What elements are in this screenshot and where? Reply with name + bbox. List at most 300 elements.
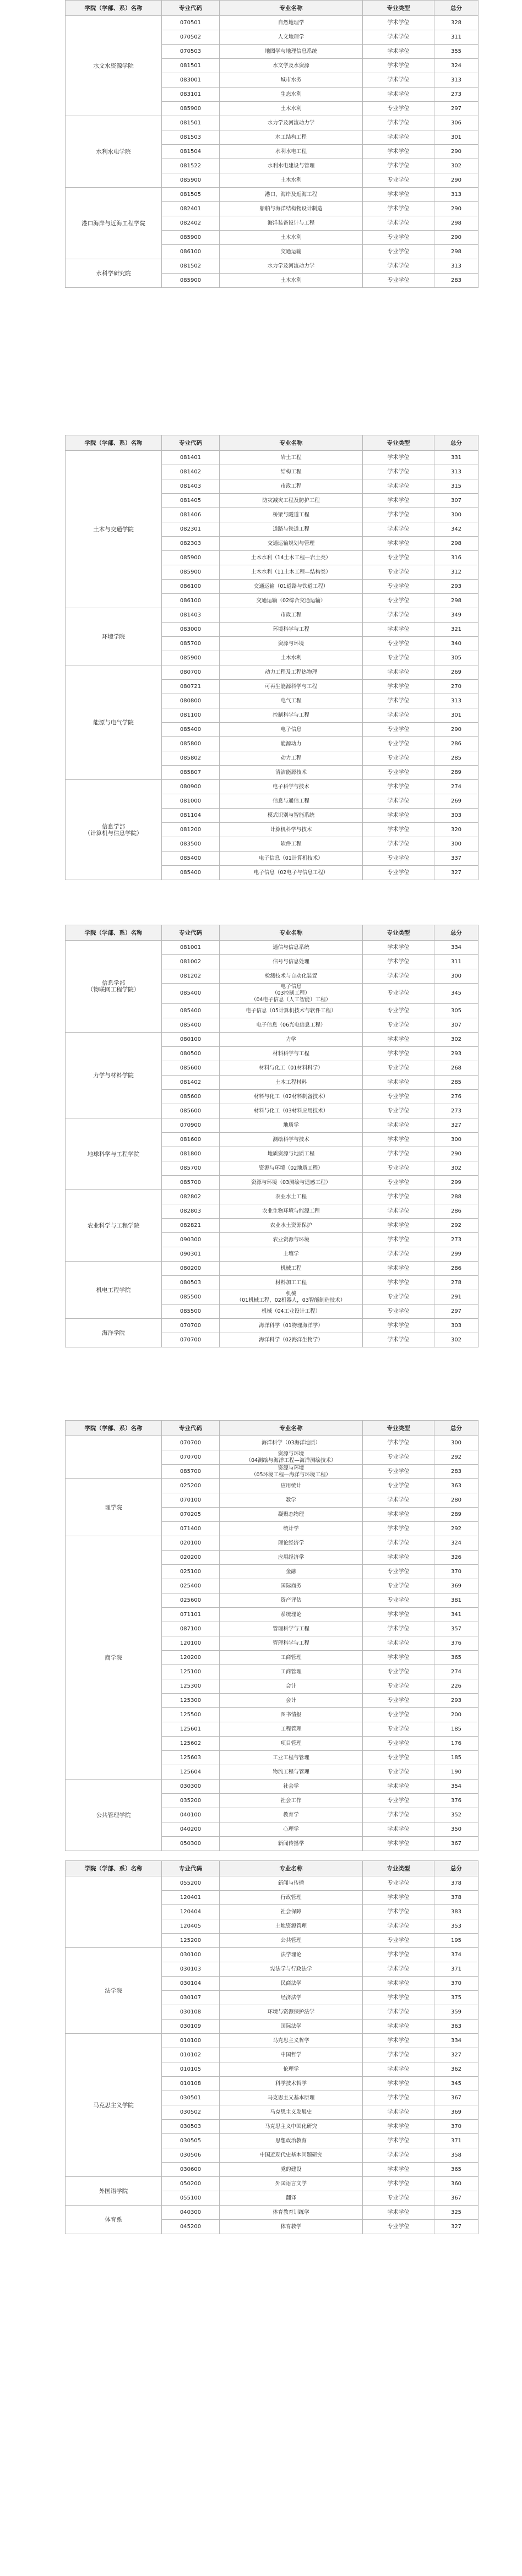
degree-type: 学术学位 [363, 1536, 434, 1551]
school-name: 土木与交通学院 [66, 451, 162, 608]
column-header: 学院（学部、系）名称 [66, 925, 162, 941]
total-score: 274 [434, 1665, 479, 1679]
major-name: 应用统计 [220, 1479, 363, 1493]
degree-type: 专业学位 [363, 565, 434, 580]
degree-type: 学术学位 [363, 2206, 434, 2220]
major-code: 081401 [162, 451, 220, 465]
major-code: 083000 [162, 623, 220, 637]
major-code: 085807 [162, 766, 220, 780]
major-name: 数学 [220, 1493, 363, 1508]
total-score: 293 [434, 580, 479, 594]
major-code: 081800 [162, 1147, 220, 1161]
major-name: 材料与化工（01材料科学） [220, 1061, 363, 1076]
degree-type: 学术学位 [363, 522, 434, 537]
major-name: 市政工程 [220, 479, 363, 494]
major-name: 法学理论 [220, 1948, 363, 1962]
table-row [66, 188, 479, 202]
degree-type: 学术学位 [363, 1991, 434, 2005]
major-name: 马克思主义基本原理 [220, 2091, 363, 2105]
total-score: 367 [434, 1837, 479, 1851]
total-score: 307 [434, 494, 479, 508]
major-name: 可再生能源科学与工程 [220, 680, 363, 694]
major-name: 水力学及河流动力学 [220, 259, 363, 274]
major-code: 071400 [162, 1522, 220, 1536]
major-code: 085600 [162, 1061, 220, 1076]
major-name: 国际法学 [220, 2020, 363, 2034]
major-code: 070700 [162, 1450, 220, 1465]
degree-type: 学术学位 [363, 59, 434, 73]
major-name: 管理科学与工程 [220, 1636, 363, 1651]
degree-type: 学术学位 [363, 1262, 434, 1276]
column-header: 学院（学部、系）名称 [66, 435, 162, 451]
total-score: 270 [434, 680, 479, 694]
degree-type: 学术学位 [363, 2091, 434, 2105]
major-name: 经济法学 [220, 1991, 363, 2005]
degree-type: 专业学位 [363, 1104, 434, 1118]
degree-type: 学术学位 [363, 941, 434, 955]
table-row [66, 16, 479, 30]
degree-type: 学术学位 [363, 1147, 434, 1161]
degree-type: 学术学位 [363, 494, 434, 508]
total-score: 313 [434, 188, 479, 202]
total-score: 176 [434, 1737, 479, 1751]
total-score: 299 [434, 1176, 479, 1190]
header-row [66, 925, 479, 941]
major-code: 081001 [162, 941, 220, 955]
total-score: 283 [434, 274, 479, 288]
major-code: 080700 [162, 665, 220, 680]
total-score: 200 [434, 1708, 479, 1722]
major-code: 030501 [162, 2091, 220, 2105]
total-score: 369 [434, 2105, 479, 2120]
major-code: 081502 [162, 259, 220, 274]
degree-type: 学术学位 [363, 1919, 434, 1934]
degree-type: 学术学位 [363, 1276, 434, 1290]
major-code: 070100 [162, 1493, 220, 1508]
major-code: 070205 [162, 1508, 220, 1522]
major-name: 行政管理 [220, 1891, 363, 1905]
major-code: 025600 [162, 1593, 220, 1608]
major-name: 电子信息（01计算机技术） [220, 852, 363, 866]
major-code: 081000 [162, 794, 220, 809]
degree-type: 专业学位 [363, 1665, 434, 1679]
total-score: 362 [434, 2062, 479, 2077]
major-code: 085600 [162, 1090, 220, 1104]
major-name: 土木水利 [220, 274, 363, 288]
major-code: 070700 [162, 1319, 220, 1333]
major-code: 081501 [162, 116, 220, 130]
total-score: 302 [434, 1161, 479, 1176]
major-name: 农业资源与环境 [220, 1233, 363, 1247]
degree-type: 专业学位 [363, 1593, 434, 1608]
major-code: 081504 [162, 145, 220, 159]
total-score: 315 [434, 479, 479, 494]
school-name: 马克思主义学院 [66, 2034, 162, 2177]
major-code: 030502 [162, 2105, 220, 2120]
total-score: 325 [434, 2206, 479, 2220]
major-name: 土木工程材料 [220, 1076, 363, 1090]
total-score: 302 [434, 1333, 479, 1347]
major-code: 055100 [162, 2191, 220, 2206]
total-score: 285 [434, 1076, 479, 1090]
column-header: 专业类型 [363, 435, 434, 451]
total-score: 290 [434, 202, 479, 216]
major-name: 系统理论 [220, 1608, 363, 1622]
major-name: 地质学 [220, 1118, 363, 1133]
degree-type: 学术学位 [363, 2134, 434, 2148]
total-score: 311 [434, 955, 479, 969]
major-name: 项目管理 [220, 1737, 363, 1751]
major-code: 010105 [162, 2062, 220, 2077]
degree-type: 学术学位 [363, 1977, 434, 1991]
table-row [66, 116, 479, 130]
degree-type: 学术学位 [363, 1622, 434, 1636]
major-name: 马克思主义发展史 [220, 2105, 363, 2120]
major-name: 党的建设 [220, 2163, 363, 2177]
total-score: 269 [434, 665, 479, 680]
degree-type: 专业学位 [363, 2191, 434, 2206]
total-score: 381 [434, 1593, 479, 1608]
degree-type: 学术学位 [363, 1033, 434, 1047]
major-name: 体育教学 [220, 2220, 363, 2234]
column-header: 专业类型 [363, 925, 434, 941]
major-name: 社会保障 [220, 1905, 363, 1919]
total-score: 280 [434, 1493, 479, 1508]
major-name: 宪法学与行政法学 [220, 1962, 363, 1977]
major-code: 070900 [162, 1118, 220, 1133]
major-name: 马克思主义中国化研究 [220, 2120, 363, 2134]
degree-type: 学术学位 [363, 1190, 434, 1204]
score-table-section-4 [65, 1420, 479, 1851]
school-name: 水科学研究院 [66, 259, 162, 288]
total-score: 313 [434, 259, 479, 274]
major-code: 086100 [162, 594, 220, 608]
total-score: 298 [434, 594, 479, 608]
degree-type: 专业学位 [363, 723, 434, 737]
column-header: 总分 [434, 1861, 479, 1876]
major-code: 125500 [162, 1708, 220, 1722]
score-table [65, 435, 479, 880]
header-row [66, 1, 479, 16]
score-table [65, 0, 479, 288]
degree-type: 学术学位 [363, 2020, 434, 2034]
major-code: 070700 [162, 1436, 220, 1450]
total-score: 369 [434, 1579, 479, 1593]
table-row [66, 1319, 479, 1333]
total-score: 283 [434, 1465, 479, 1479]
degree-type: 学术学位 [363, 794, 434, 809]
major-code: 085700 [162, 1161, 220, 1176]
school-name: 海洋学院 [66, 1319, 162, 1347]
major-code: 030108 [162, 2005, 220, 2020]
total-score: 345 [434, 2077, 479, 2091]
total-score: 365 [434, 2163, 479, 2177]
total-score: 298 [434, 245, 479, 259]
total-score: 313 [434, 73, 479, 88]
total-score: 299 [434, 1247, 479, 1262]
major-name: 动力工程 [220, 751, 363, 766]
school-name: 力学与材料学院 [66, 1033, 162, 1118]
total-score: 360 [434, 2177, 479, 2191]
column-header: 总分 [434, 435, 479, 451]
major-code: 085400 [162, 723, 220, 737]
degree-type: 学术学位 [363, 202, 434, 216]
total-score: 374 [434, 1948, 479, 1962]
major-code: 083001 [162, 73, 220, 88]
degree-type: 学术学位 [363, 116, 434, 130]
table-row [66, 665, 479, 680]
major-name: 农业水土资源保护 [220, 1219, 363, 1233]
degree-type: 学术学位 [363, 1436, 434, 1450]
total-score: 273 [434, 1233, 479, 1247]
major-name: 海洋科学（01物理海洋学） [220, 1319, 363, 1333]
degree-type: 学术学位 [363, 1837, 434, 1851]
total-score: 290 [434, 231, 479, 245]
column-header: 专业名称 [220, 925, 363, 941]
degree-type: 学术学位 [363, 73, 434, 88]
degree-type: 学术学位 [363, 2077, 434, 2091]
degree-type: 学术学位 [363, 1493, 434, 1508]
major-name: 检测技术与自动化装置 [220, 969, 363, 984]
major-name: 港口、海岸及近海工程 [220, 188, 363, 202]
school-name: 外国语学院 [66, 2177, 162, 2206]
major-name: 会计 [220, 1694, 363, 1708]
degree-type: 专业学位 [363, 766, 434, 780]
major-code: 070503 [162, 45, 220, 59]
major-code: 085400 [162, 1018, 220, 1033]
total-score: 324 [434, 59, 479, 73]
total-score: 268 [434, 1061, 479, 1076]
table-row [66, 1780, 479, 1794]
major-name: 农业生物环境与能源工程 [220, 1204, 363, 1219]
major-code: 082303 [162, 537, 220, 551]
major-code: 080800 [162, 694, 220, 708]
major-name: 社会学 [220, 1780, 363, 1794]
degree-type: 学术学位 [363, 1219, 434, 1233]
major-code: 085700 [162, 1176, 220, 1190]
total-score: 276 [434, 1090, 479, 1104]
header-row [66, 1861, 479, 1876]
total-score: 285 [434, 751, 479, 766]
total-score: 190 [434, 1765, 479, 1780]
column-header: 专业名称 [220, 435, 363, 451]
degree-type: 学术学位 [363, 809, 434, 823]
table-row [66, 259, 479, 274]
major-name: 伦理学 [220, 2062, 363, 2077]
school-name: 水文水资源学院 [66, 16, 162, 116]
degree-type: 学术学位 [363, 1522, 434, 1536]
major-code: 085400 [162, 852, 220, 866]
column-header: 专业代码 [162, 1861, 220, 1876]
total-score: 365 [434, 1651, 479, 1665]
degree-type: 专业学位 [363, 1450, 434, 1465]
degree-type: 专业学位 [363, 984, 434, 1004]
degree-type: 学术学位 [363, 216, 434, 231]
degree-type: 学术学位 [363, 837, 434, 852]
school-name: 理学院 [66, 1479, 162, 1536]
major-code: 082301 [162, 522, 220, 537]
major-code: 081104 [162, 809, 220, 823]
degree-type: 专业学位 [363, 1176, 434, 1190]
column-header: 总分 [434, 1421, 479, 1436]
major-code: 030300 [162, 1780, 220, 1794]
major-code: 085900 [162, 551, 220, 565]
major-name: 新闻传播学 [220, 1837, 363, 1851]
major-name: 资源与环境（03测绘与遥感工程） [220, 1176, 363, 1190]
major-name: 水文学及水资源 [220, 59, 363, 73]
major-code: 085802 [162, 751, 220, 766]
column-header: 专业类型 [363, 1421, 434, 1436]
major-name: 电子信息（06光电信息工程） [220, 1018, 363, 1033]
major-code: 025400 [162, 1579, 220, 1593]
degree-type: 学术学位 [363, 823, 434, 837]
major-code: 025200 [162, 1479, 220, 1493]
major-code: 085800 [162, 737, 220, 751]
total-score: 312 [434, 565, 479, 580]
degree-type: 专业学位 [363, 1694, 434, 1708]
degree-type: 专业学位 [363, 737, 434, 751]
major-name: 船舶与海洋结构物设计制造 [220, 202, 363, 216]
total-score: 367 [434, 2191, 479, 2206]
degree-type: 学术学位 [363, 1822, 434, 1837]
total-score: 334 [434, 941, 479, 955]
total-score: 286 [434, 1204, 479, 1219]
degree-type: 学术学位 [363, 1780, 434, 1794]
degree-type: 专业学位 [363, 637, 434, 651]
major-name: 应用经济学 [220, 1551, 363, 1565]
school-name: 法学院 [66, 1948, 162, 2034]
degree-type: 专业学位 [363, 852, 434, 866]
table-row [66, 451, 479, 465]
major-name: 生态水利 [220, 88, 363, 102]
total-score: 306 [434, 116, 479, 130]
major-name: 资源与环境 （05环境工程—海洋与环境工程） [220, 1465, 363, 1479]
total-score: 355 [434, 45, 479, 59]
degree-type: 专业学位 [363, 1004, 434, 1018]
degree-type: 专业学位 [363, 866, 434, 880]
major-code: 125200 [162, 1934, 220, 1948]
major-name: 金融 [220, 1565, 363, 1579]
table-row [66, 1118, 479, 1133]
total-score: 376 [434, 1794, 479, 1808]
total-score: 273 [434, 1104, 479, 1118]
major-name: 地图学与地理信息系统 [220, 45, 363, 59]
degree-type: 学术学位 [363, 145, 434, 159]
degree-type: 学术学位 [363, 2148, 434, 2163]
major-code: 081405 [162, 494, 220, 508]
major-code: 085400 [162, 984, 220, 1004]
major-name: 新闻与传播 [220, 1876, 363, 1891]
column-header: 学院（学部、系）名称 [66, 1, 162, 16]
degree-type: 学术学位 [363, 1948, 434, 1962]
major-name: 中国哲学 [220, 2048, 363, 2062]
major-code: 085400 [162, 866, 220, 880]
major-name: 土木水利 [220, 102, 363, 116]
degree-type: 专业学位 [363, 1794, 434, 1808]
school-name: 环境学院 [66, 608, 162, 665]
major-code: 120100 [162, 1636, 220, 1651]
total-score: 350 [434, 1822, 479, 1837]
major-name: 材料与化工（03材料应用技术） [220, 1104, 363, 1118]
total-score: 302 [434, 1033, 479, 1047]
major-code: 080100 [162, 1033, 220, 1047]
degree-type: 学术学位 [363, 508, 434, 522]
major-code: 085900 [162, 274, 220, 288]
score-table [65, 1420, 479, 1851]
degree-type: 专业学位 [363, 1934, 434, 1948]
degree-type: 专业学位 [363, 1305, 434, 1319]
major-code: 025100 [162, 1565, 220, 1579]
major-code: 085600 [162, 1104, 220, 1118]
major-name: 防灾减灾工程及防护工程 [220, 494, 363, 508]
major-code: 070502 [162, 30, 220, 45]
major-name: 自然地理学 [220, 16, 363, 30]
major-name: 电子科学与技术 [220, 780, 363, 794]
major-code: 085400 [162, 1004, 220, 1018]
total-score: 185 [434, 1722, 479, 1737]
major-code: 030505 [162, 2134, 220, 2148]
degree-type: 学术学位 [363, 2048, 434, 2062]
total-score: 371 [434, 2134, 479, 2148]
degree-type: 学术学位 [363, 694, 434, 708]
degree-type: 专业学位 [363, 1061, 434, 1076]
total-score: 195 [434, 1934, 479, 1948]
degree-type: 学术学位 [363, 2034, 434, 2048]
major-code: 080503 [162, 1276, 220, 1290]
score-table [65, 925, 479, 1347]
column-header: 专业代码 [162, 1, 220, 16]
degree-type: 专业学位 [363, 1765, 434, 1780]
major-code: 081200 [162, 823, 220, 837]
major-name: 资源与环境 （04测绘与海洋工程—海洋测绘技术） [220, 1450, 363, 1465]
degree-type: 学术学位 [363, 259, 434, 274]
major-name: 农业水土工程 [220, 1190, 363, 1204]
total-score: 353 [434, 1919, 479, 1934]
degree-type: 学术学位 [363, 1905, 434, 1919]
major-name: 图书情报 [220, 1708, 363, 1722]
major-name: 动力工程及工程热物理 [220, 665, 363, 680]
major-code: 125601 [162, 1722, 220, 1737]
school-name [66, 1876, 162, 1948]
degree-type: 专业学位 [363, 245, 434, 259]
total-score: 303 [434, 809, 479, 823]
major-code: 085500 [162, 1305, 220, 1319]
degree-type: 专业学位 [363, 102, 434, 116]
major-name: 土木水利（11土木工程—结构类） [220, 565, 363, 580]
column-header: 专业名称 [220, 1421, 363, 1436]
degree-type: 学术学位 [363, 1118, 434, 1133]
total-score: 289 [434, 1508, 479, 1522]
major-name: 测绘科学与技术 [220, 1133, 363, 1147]
major-name: 海洋科学（02海洋生物学） [220, 1333, 363, 1347]
degree-type: 专业学位 [363, 231, 434, 245]
header-row [66, 1421, 479, 1436]
major-code: 120401 [162, 1891, 220, 1905]
major-name: 机械（04工业设计工程） [220, 1305, 363, 1319]
degree-type: 学术学位 [363, 780, 434, 794]
major-code: 081501 [162, 59, 220, 73]
major-code: 030600 [162, 2163, 220, 2177]
total-score: 341 [434, 1608, 479, 1622]
column-header: 学院（学部、系）名称 [66, 1421, 162, 1436]
degree-type: 专业学位 [363, 551, 434, 565]
major-name: 统计学 [220, 1522, 363, 1536]
column-header: 专业类型 [363, 1861, 434, 1876]
total-score: 370 [434, 1565, 479, 1579]
major-code: 081100 [162, 708, 220, 723]
school-name: 信息学部 （物联网工程学院） [66, 941, 162, 1033]
school-name: 机电工程学院 [66, 1262, 162, 1319]
